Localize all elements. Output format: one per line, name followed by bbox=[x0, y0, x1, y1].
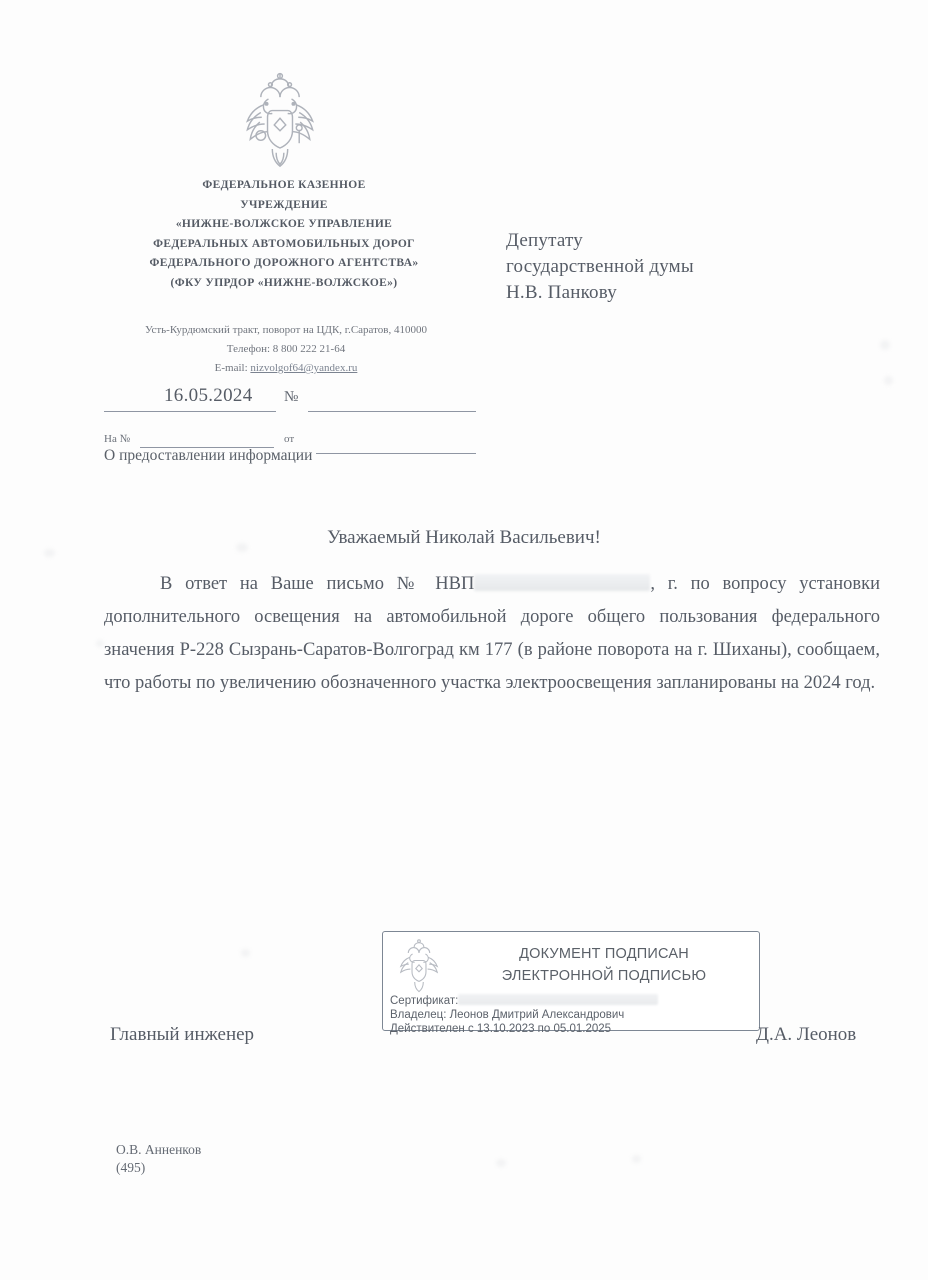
russian-coat-of-arms-icon bbox=[232, 72, 328, 176]
document-subject: О предоставлении информации bbox=[104, 447, 313, 464]
addressee-line: Депутату bbox=[506, 230, 583, 251]
stamp-validity: Действителен с 13.10.2023 по 05.01.2025 bbox=[390, 1022, 612, 1035]
stamp-title-line-1: ДОКУМЕНТ ПОДПИСАН bbox=[519, 946, 689, 962]
salutation: Уважаемый Николай Васильевич! bbox=[327, 527, 601, 548]
addressee-block bbox=[506, 228, 826, 306]
email-label: E-mail: bbox=[214, 362, 248, 374]
signatory-position: Главный инженер bbox=[110, 1024, 255, 1045]
letterhead-line: ФЕДЕРАЛЬНОГО ДОРОЖНОГО АГЕНТСТВА» bbox=[149, 257, 419, 269]
document-footer bbox=[116, 1141, 201, 1177]
executor-name: О.В. Анненков bbox=[116, 1142, 202, 1157]
letterhead-organization bbox=[104, 176, 464, 293]
in-reply-label: На № bbox=[104, 433, 131, 445]
email-link[interactable]: nizvolgof64@yandex.ru bbox=[250, 362, 358, 374]
scan-artifact bbox=[880, 340, 890, 350]
number-rule bbox=[308, 411, 476, 412]
body-paragraph bbox=[104, 568, 880, 700]
redacted-certificate-number bbox=[458, 994, 658, 1005]
stamp-owner-value: Леонов Дмитрий Александрович bbox=[449, 1008, 625, 1021]
signatory-name: Д.А. Леонов bbox=[756, 1024, 857, 1045]
letterhead-line: ФЕДЕРАЛЬНОЕ КАЗЕННОЕ bbox=[202, 179, 366, 191]
letterhead-line: УЧРЕЖДЕНИЕ bbox=[240, 198, 328, 211]
stamp-coat-of-arms-icon bbox=[391, 939, 447, 997]
redacted-reference-number bbox=[474, 574, 650, 591]
scan-artifact bbox=[884, 376, 893, 385]
date-rule bbox=[104, 411, 276, 412]
stamp-title bbox=[455, 943, 753, 987]
body-text bbox=[104, 568, 880, 700]
organization-address: Усть-Курдюмский тракт, поворот на ЦДК, г.Саратов, 410000 bbox=[145, 324, 427, 336]
scan-artifact bbox=[241, 949, 250, 957]
organization-phone: Телефон: 8 800 222 21-64 bbox=[226, 343, 346, 355]
addressee-line: Н.В. Панкову bbox=[506, 282, 617, 303]
reference-block bbox=[104, 385, 476, 464]
stamp-owner-line bbox=[390, 1009, 756, 1023]
executor-phone: (495) bbox=[116, 1160, 146, 1175]
stamp-certificate-line bbox=[390, 994, 756, 1009]
electronic-signature-stamp bbox=[382, 931, 760, 1035]
scan-artifact bbox=[496, 1159, 506, 1167]
body-paragraph-suffix: , г. по вопросу установки дополнительного освещения на автомобильной дороге общего пользования федерального значения Р-228 Сызрань-Саратов-Волгоград км 177 (в районе поворота на г. Шиханы), сообщаем, что работы по увеличению обозначенного участка электроосвещения запланированы на 2024 год. bbox=[104, 574, 880, 693]
letterhead-line: (ФКУ УПРДОР «НИЖНЕ-ВОЛЖСКОЕ») bbox=[170, 276, 398, 289]
letterhead-line: «НИЖНЕ-ВОЛЖСКОЕ УПРАВЛЕНИЕ bbox=[175, 218, 393, 230]
addressee-line: государственной думы bbox=[506, 256, 694, 277]
letterhead-contacts bbox=[100, 321, 472, 378]
number-symbol: № bbox=[284, 389, 299, 405]
from-rule bbox=[316, 453, 476, 454]
scan-artifact bbox=[44, 549, 55, 557]
letterhead-line: ФЕДЕРАЛЬНЫХ АВТОМОБИЛЬНЫХ ДОРОГ bbox=[153, 237, 415, 250]
from-label: от bbox=[284, 433, 295, 445]
document-date: 16.05.2024 bbox=[164, 385, 253, 406]
stamp-details bbox=[390, 994, 756, 1036]
stamp-title-line-2: ЭЛЕКТРОННОЙ ПОДПИСЬЮ bbox=[501, 968, 707, 984]
scan-artifact bbox=[632, 1155, 641, 1163]
stamp-owner-label: Владелец: bbox=[390, 1008, 447, 1021]
organization-email-line bbox=[100, 359, 472, 378]
stamp-certificate-label: Сертификат: bbox=[390, 995, 459, 1007]
body-paragraph-prefix: В ответ на Ваше письмо № НВП bbox=[160, 574, 475, 594]
scan-artifact bbox=[96, 640, 104, 647]
